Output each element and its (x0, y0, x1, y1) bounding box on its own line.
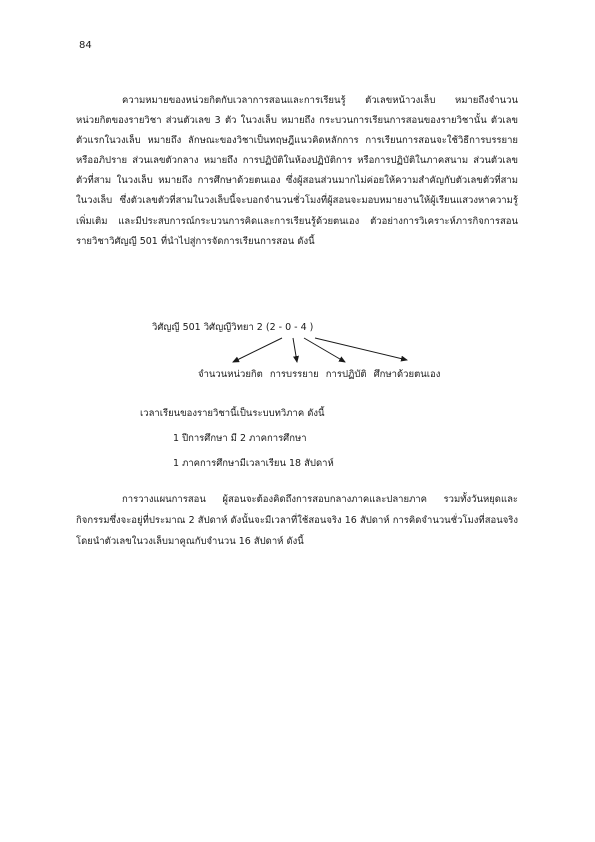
schedule-title: เวลาเรียนของรายวิชานี้เป็นระบบทวิภาค ดังนี้ (140, 408, 325, 419)
arrow-self-study (315, 338, 407, 360)
label-self-study: ศึกษาด้วยตนเอง (373, 369, 441, 380)
course-credit-formula: วิศัญญี 501 วิศัญญีวิทยา 2 (2 - 0 - 4 ) (152, 322, 314, 333)
label-practice: การปฏิบัติ (325, 369, 367, 380)
label-credit-units: จำนวนหน่วยกิต (198, 369, 263, 380)
arrow-practice (304, 338, 345, 362)
schedule-item: 1 ภาคการศึกษามีเวลาเรียน 18 สัปดาห์ (173, 458, 334, 469)
arrow-lecture (293, 338, 297, 362)
arrow-credit-units (233, 338, 282, 362)
schedule-item: 1 ปีการศึกษา มี 2 ภาคการศึกษา (173, 433, 307, 444)
paragraph-teaching-plan (76, 489, 518, 552)
paragraph-text: ความหมายของหน่วยกิตกับเวลาการสอนและการเรียนรู้ ตัวเลขหน้าวงเล็บ หมายถึงจำนวนหน่วยกิตของรายวิชา ส่วนตัวเลข 3 ตัว ในวงเล็บ หมายถึง กระบวนการเรียนการสอนของรายวิชานั้น ตัวเลขตัวแรกในวงเล็บ หมายถึง ลักษณะของวิชาเป็นทฤษฎีแนวคิดหลักการ การเรียนการสอนจะใช้วิธีการบรรยายหรืออภิปราย ส่วนเลขตัวกลาง หมายถึง การปฏิบัติในห้องปฏิบัติการ หรือการปฏิบัติในภาคสนาม ส่วนตัวเลขตัวที่สาม ในวงเล็บ หมายถึง การศึกษาด้วยตนเอง ซึ่งผู้สอนส่วนมากไม่ค่อยให้ความสำคัญกับตัวเลขตัวที่สามในวงเล็บ ซึ่งตัวเลขตัวที่สามในวงเล็บนี้จะบอกจำนวนชั่วโมงที่ผู้สอนจะมอบหมายงานให้ผู้เรียนแสวงหาความรู้เพิ่มเติม และมีประสบการณ์กระบวนการคิดและการเรียนรู้ด้วยตนเอง ตัวอย่างการวิเคราะห์ภารกิจการสอนรายวิชาวิศัญญี 501 ที่นำไปสู่การจัดการเรียนการสอน ดังนี้ (76, 95, 518, 247)
label-lecture: การบรรยาย (269, 369, 319, 380)
credit-component-labels (198, 367, 444, 382)
page-number: 84 (79, 40, 92, 51)
paragraph-text: การวางแผนการสอน ผู้สอนจะต้องคิดถึงการสอบกลางภาคและปลายภาค รวมทั้งวันหยุดและกิจกรรมซึ่งจะอยู่ที่ประมาณ 2 สัปดาห์ ดังนั้นจะมีเวลาที่ใช้สอนจริง 16 สัปดาห์ การคิดจำนวนชั่วโมงที่สอนจริง โดยนำตัวเลขในวงเล็บมาคูณกับจำนวน 16 สัปดาห์ ดังนี้ (76, 494, 518, 547)
